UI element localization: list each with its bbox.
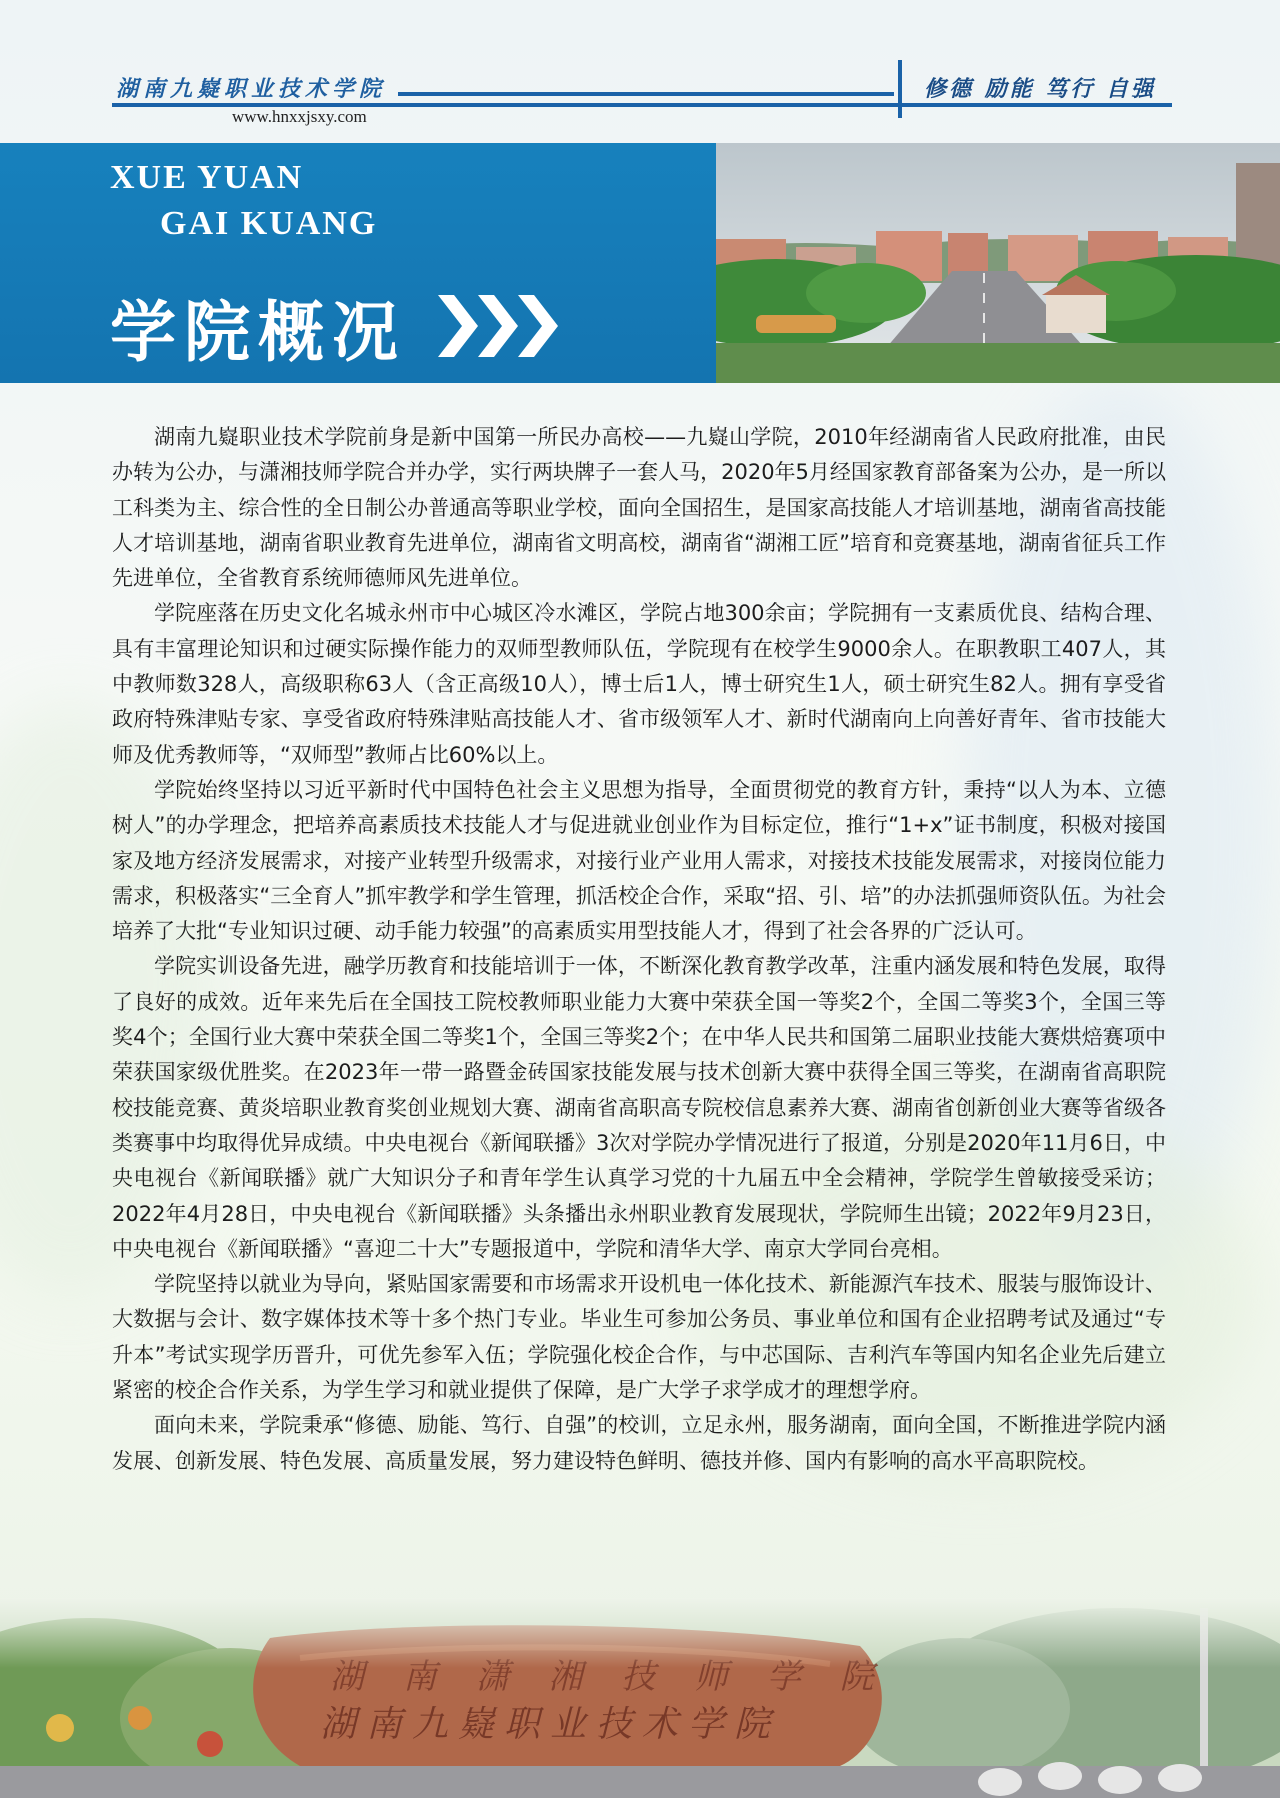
banner-pinyin-line1: XUE YUAN bbox=[110, 159, 304, 196]
campus-stone-photo bbox=[0, 1598, 1280, 1798]
triple-chevron-icon bbox=[438, 289, 568, 363]
school-name-logo: 湖南九嶷职业技术学院 bbox=[116, 76, 387, 102]
paragraph: 学院始终坚持以习近平新时代中国特色社会主义思想为指导，全面贯彻党的教育方针，秉持“以人为本、立德树人”的办学理念，把培养高素质技术技能人才与促进就业创业作为目标定位，推行“1+x”证书制度，积极对接国家及地方经济发展需求，对接产业转型升级需求，对接行业产业用人需求，对接技术技能发展需求，对接岗位能力需求，积极落实“三全育人”抓牢教学和学生管理，抓活校企合作，采取“招、引、培”的办法抓强师资队伍。为社会培养了大批“专业知识过硬、动手能力较强”的高素质实用型技能人才，得到了社会各界的广泛认可。 bbox=[112, 777, 1166, 944]
header-rule bbox=[398, 92, 894, 96]
page-header bbox=[0, 0, 1280, 140]
article-body bbox=[112, 420, 1166, 1479]
paragraph: 学院实训设备先进，融学历教育和技能培训于一体，不断深化教育教学改革，注重内涵发展和特色发展，取得了良好的成效。近年来先后在全国技工院校教师职业能力大赛中荣获全国一等奖2个，全国二等奖3个，全国三等奖4个；全国行业大赛中荣获全国二等奖1个，全国三等奖2个；在中华人民共和国第二届职业技能大赛烘焙赛项中荣获国家级优胜奖。在2023年一带一路暨金砖国家技能发展与技术创新大赛中获得全国三等奖，在湖南省高职院校技能竞赛、黄炎培职业教育奖创业规划大赛、湖南省高职高专院校信息素养大赛、湖南省创新创业大赛等省级各类赛事中均取得优异成绩。中央电视台《新闻联播》3次对学院办学情况进行了报道，分别是2020年11月6日，中央电视台《新闻联播》就广大知识分子和青年学生认真学习党的十九届五中全会精神，学院学生曾敏接受采访；2022年4月28日，中央电视台《新闻联播》头条播出永州职业教育发展现状，学院师生出镜；2022年9月23日，中央电视台《新闻联播》“喜迎二十大”专题报道中，学院和清华大学、南京大学同台亮相。 bbox=[112, 954, 1166, 1261]
banner-pinyin-line2: GAI KUANG bbox=[160, 205, 378, 242]
page-title: 学院概况 bbox=[110, 294, 406, 371]
school-motto: 修德 励能 笃行 自强 bbox=[924, 76, 1156, 102]
paragraph: 湖南九嶷职业技术学院前身是新中国第一所民办高校——九嶷山学院，2010年经湖南省人民政府批准，由民办转为公办，与潇湘技师学院合并办学，实行两块牌子一套人马，2020年5月经国家教育部备案为公办，是一所以工科类为主、综合性的全日制公办普通高等职业学校，面向全国招生，是国家高技能人才培训基地，湖南省高技能人才培训基地，湖南省职业教育先进单位，湖南省文明高校，湖南省“湖湘工匠”培育和竞赛基地，湖南省征兵工作先进单位，全省教育系统师德师风先进单位。 bbox=[112, 425, 1166, 591]
paragraph: 学院座落在历史文化名城永州市中心城区冷水滩区，学院占地300余亩；学院拥有一支素质优良、结构合理、具有丰富理论知识和过硬实际操作能力的双师型教师队伍，学院现有在校学生9000余人。在职教职工407人，其中教师数328人，高级职称63人（含正高级10人），博士后1人，博士研究生1人，硕士研究生82人。拥有享受省政府特殊津贴专家、享受省政府特殊津贴高技能人才、省市级领军人才、新时代湖南向上向善好青年、省市技能大师及优秀教师等，“双师型”教师占比60%以上。 bbox=[112, 601, 1166, 767]
campus-photo bbox=[716, 143, 1280, 383]
website-url: www.hnxxjsxy.com bbox=[232, 107, 367, 126]
header-divider bbox=[898, 60, 902, 118]
paragraph: 面向未来，学院秉承“修德、励能、笃行、自强”的校训，立足永州，服务湖南，面向全国，不断推进学院内涵发展、创新发展、特色发展、高质量发展，努力建设特色鲜明、德技并修、国内有影响的高水平高职院校。 bbox=[112, 1413, 1166, 1473]
paragraph: 学院坚持以就业为导向，紧贴国家需要和市场需求开设机电一体化技术、新能源汽车技术、服装与服饰设计、大数据与会计、数字媒体技术等十多个热门专业。毕业生可参加公务员、事业单位和国有企业招聘考试及通过“专升本”考试实现学历晋升，可优先参军入伍；学院强化校企合作，与中芯国际、吉利汽车等国内知名企业先后建立紧密的校企合作关系，为学生学习和就业提供了保障，是广大学子求学成才的理想学府。 bbox=[112, 1272, 1166, 1403]
title-banner bbox=[0, 143, 716, 383]
